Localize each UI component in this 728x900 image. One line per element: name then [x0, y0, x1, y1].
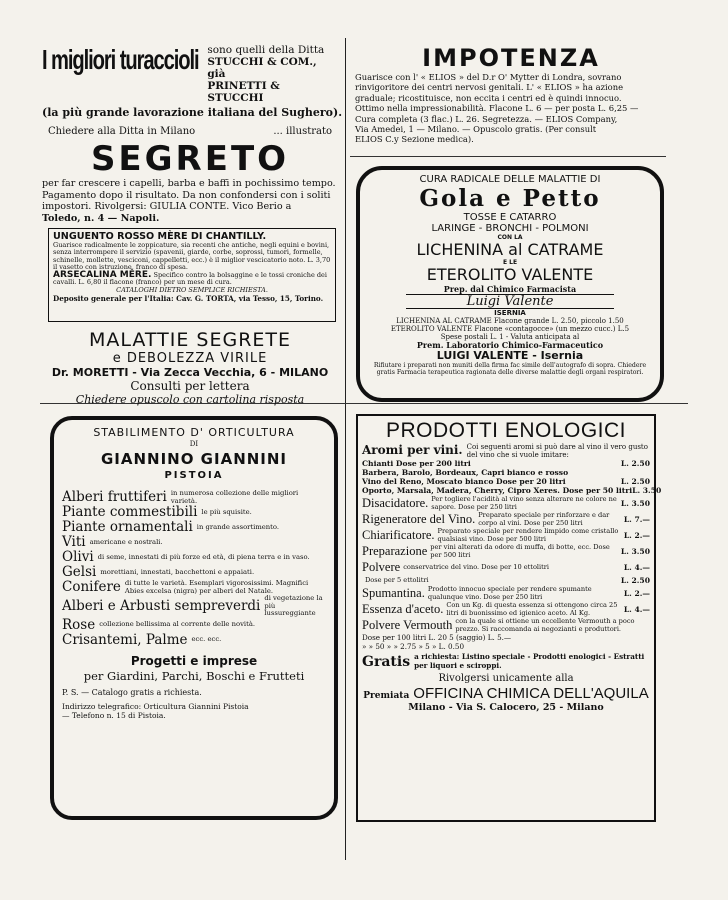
unguento-box [48, 228, 336, 322]
gola-lab2: LUIGI VALENTE - Isernia [436, 349, 584, 362]
impotenza-line: Ottimo nella impressionabilità. Flacone L. 6 — per posta L. 6,25 — [355, 103, 639, 114]
nursery-item [62, 618, 326, 633]
malattie-ad [42, 329, 338, 406]
malattie-consult: Consulti per lettera [130, 379, 250, 393]
product-row [362, 528, 650, 543]
product-name: Disacidatore. [362, 496, 429, 510]
product-price: L. 4.— [623, 563, 650, 572]
nursery-item [62, 565, 326, 580]
product-row [362, 512, 650, 527]
product-desc: Preparato speciale per rinforzare e dar corpo al vini. Dose per 250 litri [478, 511, 610, 527]
product-price: L. 2.50 [620, 576, 650, 585]
wine-price: L. 2.50 [620, 477, 650, 486]
giannini-proj2: per Giardini, Parchi, Boschi e Frutteti [83, 668, 305, 683]
wine-name: Oporto, Marsala, Madera, Cherry, Cipro Xeres. Dose per 50 litri [362, 486, 633, 495]
nursery-item [62, 633, 326, 648]
gola-price2: ETEROLITO VALENTE Flacone «contagocce» (un mezzo cucc.) L.5 [390, 325, 630, 333]
vermouth-dose-2: » » 50 » » 2.75 » 5 » L. 0.50 [362, 642, 465, 651]
unguento-text: Guarisce radicalmente le zoppicature, sia recenti che antiche, negli equini e bovini, senza interrompere il servizio (spavenii, giarde, corbe, soprossi, tumori, formelle, schinelle, mollette, vesciconi, cappelletti, ecc.) è il miglior vescicatorio noto. L. 3,70 il vasetto con istruzione, franco di spesa. [53, 241, 331, 272]
product-desc: Con un Kg. di questa essenza si ottengono circa 25 litri di buonissimo ed igienico aceto. Al Kg. [446, 601, 618, 617]
arsecalina-text: Specifico contro la bolsaggine e le tossi croniche dei cavalli. L. 6,80 il flacone (franco) per un mese di cura. [53, 270, 327, 287]
gola-isernia: ISERNIA [494, 309, 526, 317]
impotenza-line: Cura completa (3 flac.) L. 26. Segretezza. — ELIOS Company, [355, 113, 618, 124]
product-desc: con la quale si ottiene un eccellente Vermouth a poco prezzo. Si raccomanda ai negozianti e produttori. [455, 617, 635, 633]
giannini-proj: Progetti e imprese [130, 653, 258, 668]
nursery-item-name: Crisantemi, Palme [62, 631, 188, 648]
product-row [362, 496, 650, 511]
nursery-item-name: Alberi fruttiferi [62, 489, 167, 505]
nursery-item-desc: ecc. ecc. [191, 635, 222, 644]
arsecalina-title: ARSECALINA MÈRE. [53, 269, 152, 280]
unguento-deposit: Deposito generale per l'Italia: Cav. G. TORTA, via Tesso, 15, Torino. [53, 294, 324, 304]
gola-con: CON LA [497, 234, 523, 241]
product-list [362, 496, 650, 633]
nursery-item-name: Rose [62, 616, 96, 633]
product-name: Polvere Vermouth [362, 618, 453, 632]
giannini-items [62, 490, 326, 648]
gola-price1: LICHENINA AL CATRAME Flacone grande L. 2.50, piccolo 1.50 [396, 317, 624, 325]
product-desc: Preparato speciale per rendere limpido come cristallo qualsiasi vino. Dose per 500 litri [437, 527, 619, 543]
malattie-doctor: Dr. MORETTI - Via Zecca Vecchia, 6 - MILANO [51, 366, 329, 379]
wine-row [362, 477, 650, 486]
vermouth-dose-1: Dose per 100 litri L. 20 5 (saggio) L. 5.— [362, 633, 512, 642]
impotenza-line: graduale; ricostituisce, non eccita i centri ed è quindi innocuo. [355, 92, 622, 103]
turaccioli-ad [42, 44, 343, 137]
giannini-city: PISTOIA [164, 470, 224, 481]
nursery-item [62, 595, 326, 618]
product-price: L. 3.50 [620, 499, 650, 508]
nursery-item [62, 580, 326, 595]
wine-list [362, 459, 662, 495]
turaccioli-side [207, 44, 338, 104]
nursery-item-name: Alberi e Arbusti sempreverdi [62, 597, 261, 614]
giannini-box [50, 416, 338, 820]
aromi-desc: Coi seguenti aromi si può dare al vino il vero gusto del vino che si vuole imitare: [466, 443, 648, 459]
gratis-label: Gratis [362, 653, 411, 670]
nursery-item-name: Viti [62, 534, 86, 550]
enologici-addr: Milano - Via S. Calocero, 25 - Milano [408, 702, 604, 713]
gola-l2: LARINGE - BRONCHI - POLMONI [431, 223, 589, 234]
nursery-item-name: Olivi [62, 549, 94, 565]
gola-lab: Prem. Laboratorio Chimico-Farmaceutico [416, 340, 604, 350]
product-desc: Prodotto innocuo speciale per rendere spumante qualunque vino. Dose per 250 litri [427, 585, 592, 601]
nursery-item-desc: in grande assortimento. [196, 522, 280, 531]
product-desc: Per togliere l'acidità al vino senza alterare ne colore ne sapore. Dose per 250 litri [431, 495, 617, 511]
product-desc: Dose per 5 ettolitri [365, 575, 429, 584]
gola-signature: Luigi Valente [406, 294, 614, 309]
malattie-ask: Chiedere opuscolo con cartolina risposta [75, 393, 305, 406]
gola-price3: Spese postali L. 1 - Valuta anticipata al [440, 333, 580, 341]
nursery-item-desc: collezione bellissima al corrente delle novità. [99, 620, 256, 629]
turaccioli-side-3: PRINETTI & STUCCHI [207, 80, 280, 104]
nursery-item [62, 550, 326, 565]
gola-l1: TOSSE E CATARRO [463, 212, 557, 223]
wine-row [362, 486, 662, 495]
turaccioli-foot-right: ... illustrato [273, 126, 332, 137]
nursery-item-desc: le più squisite. [201, 507, 252, 516]
nursery-item-name: Conifere [62, 579, 121, 595]
segreto-line: per far crescere i capelli, barba e baffi in pochissimo tempo. [42, 178, 336, 189]
enologici-box [356, 414, 662, 822]
nursery-item-desc: di seme, innestati di più forze ed età, di piena terra e in vaso. [97, 552, 310, 561]
gola-warn: Rifiutare i preparati non muniti della firma fac simile dell'autografo di sopra. Chiedere gratis Farmacia terapeutica ragionata delle diverse malattie degli organi respiratori. [373, 362, 647, 376]
nursery-item [62, 505, 326, 520]
wine-name: Vino del Reno, Moscato bianco Dose per 20 litri [362, 477, 566, 486]
gola-ele: E LE [502, 259, 518, 266]
segreto-line: impostori. Rivolgersi: GIULIA CONTE. Vico Berio a [42, 201, 292, 212]
nursery-item-desc: in numerosa collezione delle migliori varietà. [170, 489, 299, 505]
enologici-rivolg: Rivolgersi unicamente alla [438, 673, 574, 684]
enologici-premiata: Premiata [363, 691, 410, 701]
nursery-item [62, 490, 326, 505]
gola-petto-box [356, 166, 664, 402]
segreto-body [42, 178, 338, 224]
wine-price: L. 3.50 [632, 486, 662, 495]
product-price: L. 7.— [623, 515, 650, 524]
gratis-desc: a richiesta: Listino speciale - Prodotti enologici - Estratti per liquori e sciroppi. [414, 652, 645, 670]
giannini-ps: P. S. — Catalogo gratis a richiesta. [62, 687, 202, 697]
nursery-item-desc: di tutte le varietà. Esemplari vigorosissimi. Magnifici Abies excelsa (nigra) per alberi del Natale. [124, 579, 309, 595]
turaccioli-headline: I migliori turaccioli [42, 44, 199, 75]
impotenza-line: ELIOS C.y Sezione medica). [355, 134, 474, 145]
giannini-top: STABILIMENTO D' ORTICULTURA [93, 426, 295, 439]
product-name: Polvere [362, 560, 401, 574]
impotenza-divider [350, 156, 666, 157]
nursery-item [62, 535, 326, 550]
product-row [362, 544, 650, 559]
enologici-officina: OFFICINA CHIMICA DELL'AQUILA [413, 685, 649, 702]
nursery-item [62, 520, 326, 535]
column-divider [345, 38, 346, 860]
enologici-title: PRODOTTI ENOLOGICI [385, 419, 627, 442]
product-name: Rigeneratore del Vino. [362, 512, 476, 526]
product-price: L. 4.— [623, 605, 650, 614]
malattie-sub: e DEBOLEZZA VIRILE [112, 351, 268, 366]
impotenza-line: rinvigoritore dei centri nervosi genitali. L' « ELIOS » ha azione [355, 82, 624, 93]
product-price: L. 3.50 [620, 547, 650, 556]
segreto-title: SEGRETO [90, 139, 290, 179]
nursery-item-desc: americane e nostrali. [89, 537, 163, 546]
product-row [362, 576, 650, 585]
unguento-title: UNGUENTO ROSSO MÈRE DI CHANTILLY. [53, 231, 267, 242]
turaccioli-foot-left: Chiedere alla Ditta in Milano [48, 126, 196, 137]
malattie-title: MALATTIE SEGRETE [88, 329, 292, 351]
impotenza-title: IMPOTENZA [422, 44, 600, 72]
giannini-di: DI [189, 440, 199, 448]
product-name: Preparazione [362, 544, 428, 558]
impotenza-line: Via Amedei, 1 — Milano. — Opuscolo gratis. (Per consult [355, 124, 597, 135]
giannini-tel1: Indirizzo telegrafico: Orticultura Giannini Pistoia [62, 701, 249, 711]
segreto-line: Pagamento dopo il risultato. Da non confondersi con i soliti [42, 189, 331, 201]
product-desc: conservatrice del vino. Dose per 10 ettolitri [403, 562, 550, 571]
product-price: L. 2.— [623, 589, 650, 598]
product-name: Spumantina. [362, 586, 425, 600]
product-row [362, 586, 650, 601]
turaccioli-sub: (la più grande lavorazione italiana del Sughero). [42, 106, 343, 119]
segreto-line: Toledo, n. 4 — Napoli. [42, 212, 160, 224]
impotenza-line: Guarisce con l' « ELIOS » del D.r O' Mytter di Londra, sovrano [355, 72, 622, 82]
nursery-item-desc: morettiani, innestati, bacchettoni e appaiati. [100, 567, 255, 576]
giannini-tel2: — Telefono n. 15 di Pistoia. [62, 710, 166, 720]
turaccioli-side-1: sono quelli della Ditta [207, 44, 325, 56]
gola-title: Gola e Petto [419, 185, 601, 212]
unguento-catalog: CATALOGHI DIETRO SEMPLICE RICHIESTA. [116, 286, 268, 295]
wine-name: Chianti Dose per 200 litri [362, 459, 471, 468]
nursery-item-desc: di vegetazione la più lussureggiante [264, 594, 323, 617]
nursery-item-name: Gelsi [62, 564, 97, 580]
gola-lichenina: LICHENINA al CATRAME [416, 240, 604, 259]
impotenza-ad [355, 44, 667, 152]
gola-eterolito: ETEROLITO VALENTE [426, 265, 594, 284]
nursery-item-name: Piante commestibili [62, 504, 198, 520]
giannini-name: GIANNINO GIANNINI [100, 450, 288, 468]
turaccioli-side-2: STUCCHI & COM., già [207, 56, 317, 80]
product-row [362, 602, 650, 617]
wine-price: L. 2.50 [620, 459, 650, 468]
impotenza-body [355, 72, 667, 145]
wine-row [362, 468, 650, 477]
product-row [362, 560, 650, 575]
product-row [362, 618, 650, 633]
aromi-title: Aromi per vini. [362, 443, 463, 457]
gola-cure: CURA RADICALE DELLE MALATTIE DI [419, 174, 601, 185]
product-desc: per vini alterati da odore di muffa, di botte, ecc. Dose per 500 litri [430, 543, 610, 559]
product-name: Chiarificatore. [362, 528, 435, 542]
nursery-item-name: Piante ornamentali [62, 519, 193, 535]
gola-prep: Prep. dal Chimico Farmacista [443, 284, 577, 294]
segreto-ad [42, 140, 338, 226]
wine-name: Barbera, Barolo, Bordeaux, Capri bianco e rosso [362, 468, 569, 477]
wine-row [362, 459, 650, 468]
product-name: Essenza d'aceto. [362, 602, 444, 616]
product-price: L. 2.— [623, 531, 650, 540]
